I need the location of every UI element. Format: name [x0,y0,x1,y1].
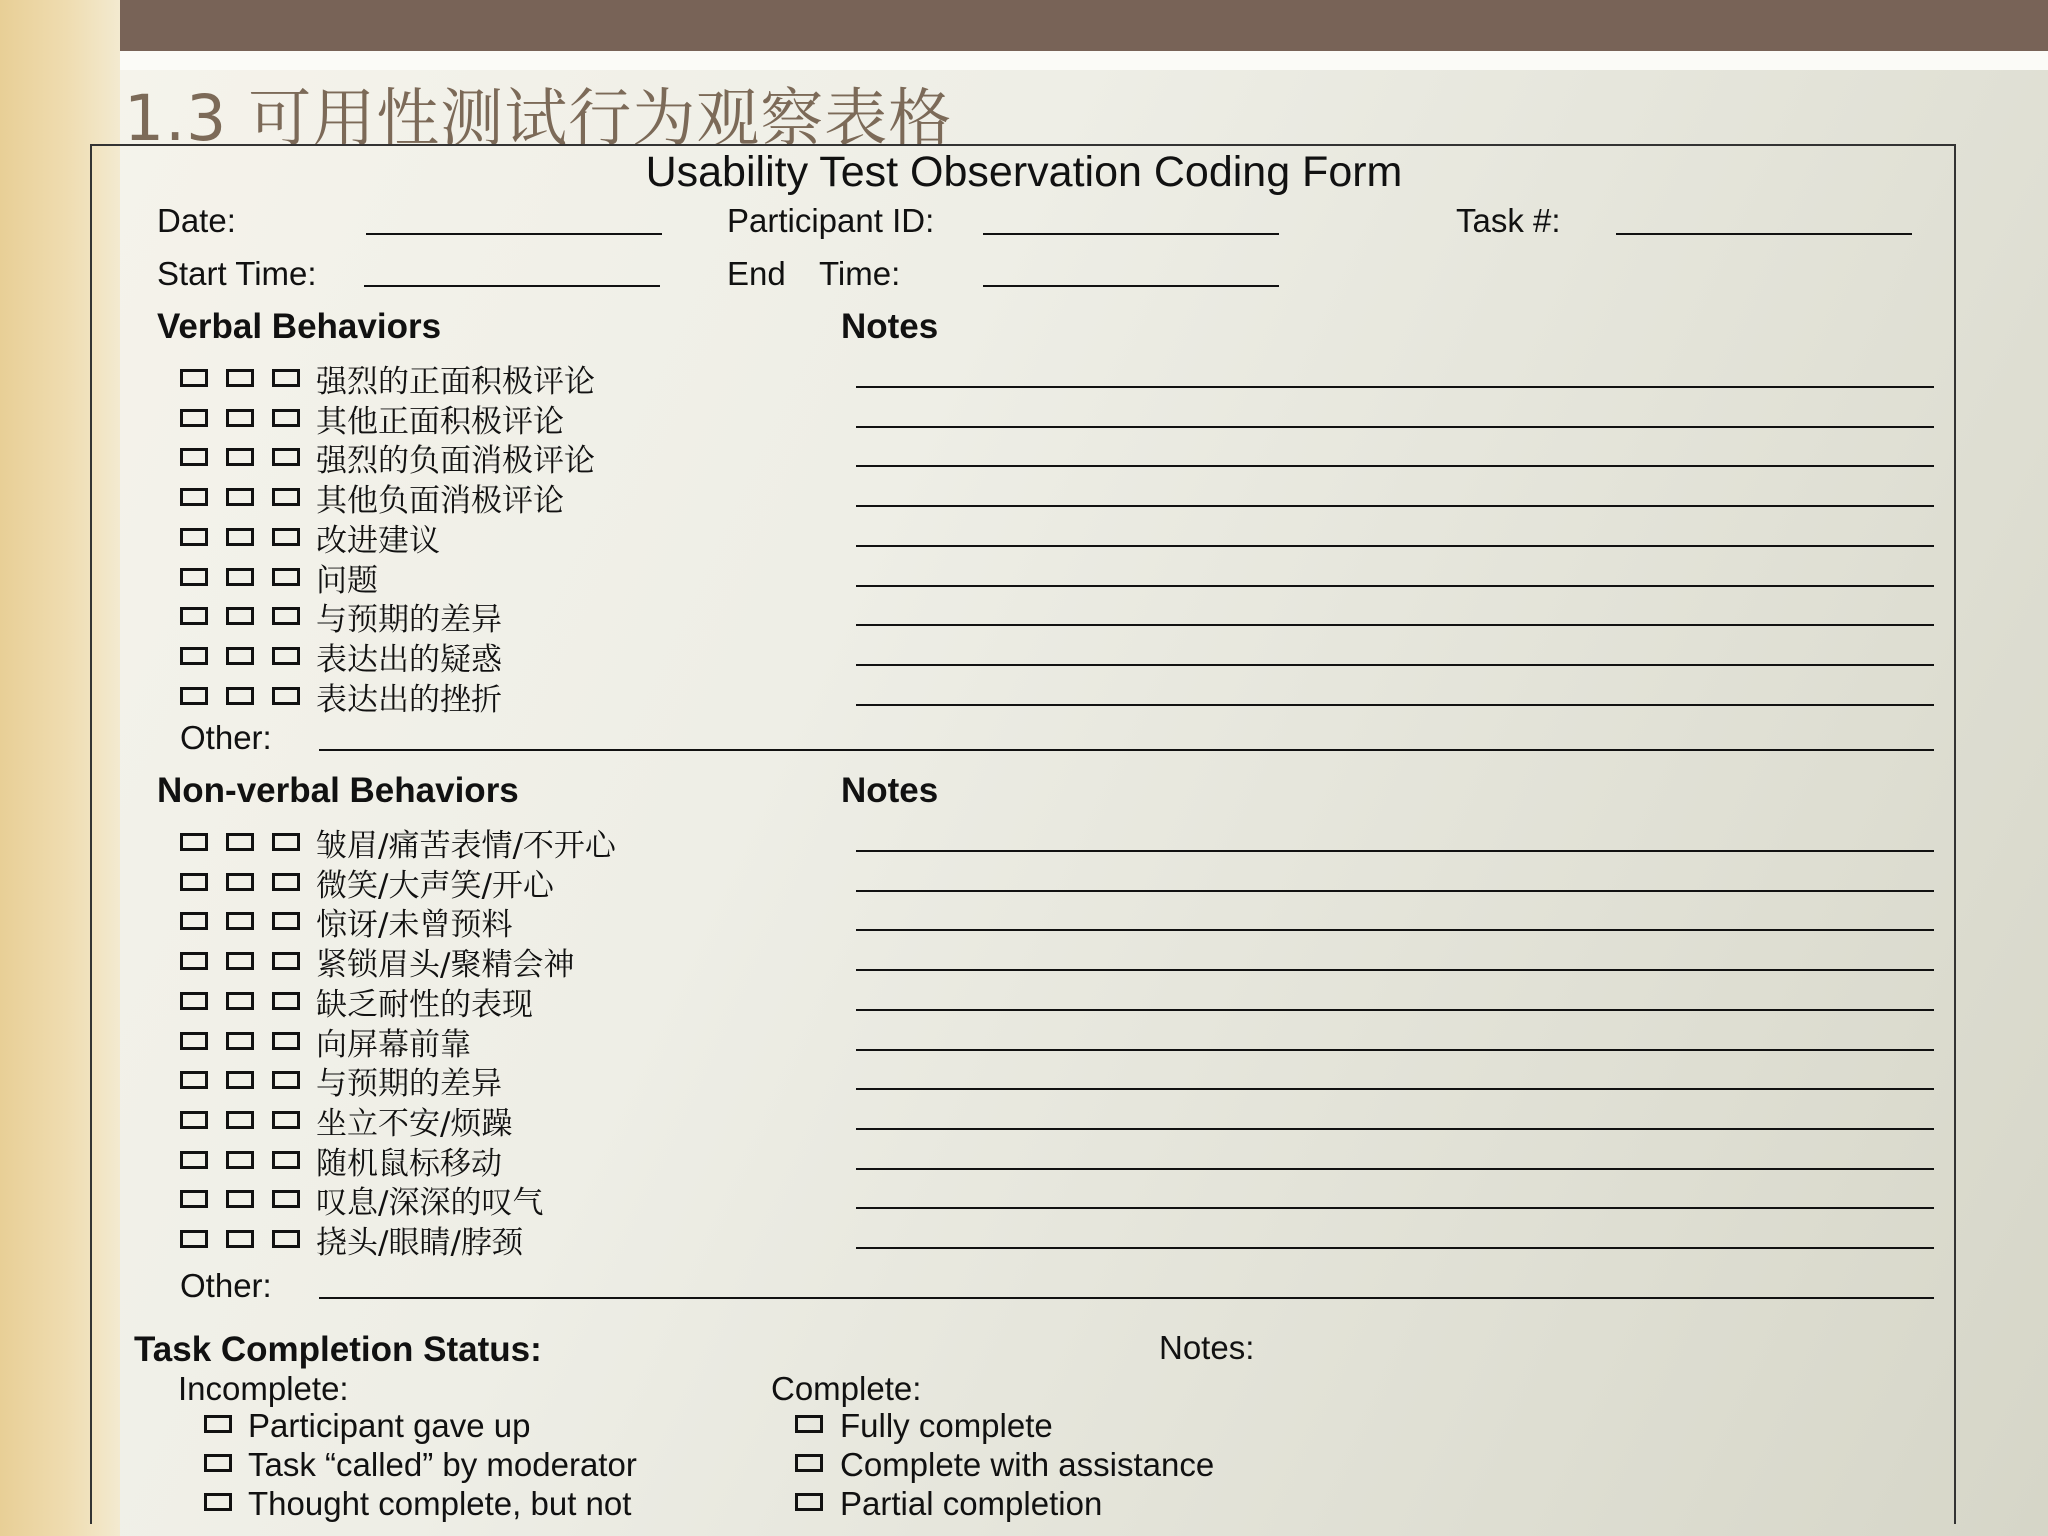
start-time-field[interactable] [364,285,660,287]
nonverbal-checkbox-2[interactable] [226,1111,254,1129]
nonverbal-notes-line[interactable] [856,1128,1934,1130]
verbal-other-label: Other: [180,719,272,756]
nonverbal-checkbox-2[interactable] [226,833,254,851]
verbal-notes-line[interactable] [856,465,1934,467]
verbal-checkbox-1[interactable] [180,448,208,466]
task-number-field[interactable] [1616,233,1912,235]
nonverbal-checkbox-1[interactable] [180,873,208,891]
verbal-other-field[interactable] [319,749,1934,751]
status-option-label: Thought complete, but not [248,1485,632,1522]
nonverbal-checkbox-2[interactable] [226,952,254,970]
verbal-notes-line[interactable] [856,426,1934,428]
start-time-label: Start Time: [157,255,317,292]
status-checkbox[interactable] [795,1415,823,1433]
verbal-checkbox-2[interactable] [226,409,254,427]
task-number-label: Task #: [1456,202,1561,239]
verbal-checkbox-1[interactable] [180,528,208,546]
nonverbal-checkbox-3[interactable] [272,1151,300,1169]
verbal-checkbox-3[interactable] [272,409,300,427]
status-checkbox[interactable] [204,1454,232,1472]
nonverbal-behavior-label: 挠头/眼睛/脖颈 [316,1225,523,1261]
nonverbal-checkbox-3[interactable] [272,1230,300,1248]
nonverbal-checkbox-1[interactable] [180,1111,208,1129]
verbal-behavior-label: 表达出的挫折 [316,681,502,718]
verbal-notes-line[interactable] [856,664,1934,666]
verbal-notes-line[interactable] [856,704,1934,706]
nonverbal-checkbox-3[interactable] [272,912,300,930]
verbal-checkbox-2[interactable] [226,568,254,586]
nonverbal-checkbox-3[interactable] [272,873,300,891]
status-option-label: Participant gave up [248,1407,531,1444]
task-completion-heading: Task Completion Status: [134,1330,542,1369]
nonverbal-other-field[interactable] [319,1297,1934,1299]
nonverbal-behavior-label: 向屏幕前靠 [316,1026,471,1063]
nonverbal-notes-line[interactable] [856,1207,1934,1209]
verbal-checkbox-2[interactable] [226,488,254,506]
status-option-label: Complete with assistance [840,1446,1215,1483]
nonverbal-checkbox-2[interactable] [226,912,254,930]
verbal-checkbox-1[interactable] [180,409,208,427]
verbal-notes-line[interactable] [856,545,1934,547]
nonverbal-checkbox-2[interactable] [226,992,254,1010]
status-option-label: Partial completion [840,1485,1103,1522]
nonverbal-checkbox-1[interactable] [180,1190,208,1208]
top-header-bar [120,0,2048,51]
verbal-checkbox-3[interactable] [272,448,300,466]
verbal-behavior-label: 强烈的正面积极评论 [316,364,595,400]
nonverbal-notes-heading: Notes [841,771,939,810]
verbal-behavior-label: 其他正面积极评论 [316,403,564,440]
status-checkbox[interactable] [204,1493,232,1511]
date-field[interactable] [366,233,662,235]
verbal-notes-line[interactable] [856,505,1934,507]
status-checkbox[interactable] [795,1454,823,1472]
nonverbal-notes-line[interactable] [856,890,1934,892]
slide-title: 1.3 可用性测试行为观察表格 [124,82,953,155]
verbal-checkbox-2[interactable] [226,687,254,705]
verbal-checkbox-1[interactable] [180,607,208,625]
verbal-behavior-label: 强烈的负面消极评论 [316,443,595,480]
nonverbal-notes-line[interactable] [856,850,1934,852]
verbal-checkbox-1[interactable] [180,488,208,506]
verbal-checkbox-1[interactable] [180,647,208,665]
nonverbal-checkbox-3[interactable] [272,1071,300,1089]
verbal-behavior-label: 改进建议 [316,522,440,559]
verbal-checkbox-3[interactable] [272,528,300,546]
nonverbal-checkbox-2[interactable] [226,873,254,891]
status-checkbox[interactable] [795,1493,823,1511]
status-option-label: Task “called” by moderator [248,1446,637,1483]
nonverbal-notes-line[interactable] [856,1247,1934,1249]
nonverbal-checkbox-3[interactable] [272,952,300,970]
nonverbal-behavior-label: 紧锁眉头/聚精会神 [316,947,575,984]
nonverbal-checkbox-1[interactable] [180,912,208,930]
verbal-behavior-label: 问题 [316,562,378,599]
end-label: End [727,255,786,292]
status-option-label: Fully complete [840,1407,1053,1444]
status-checkbox[interactable] [204,1415,232,1433]
date-label: Date: [157,202,236,239]
nonverbal-notes-line[interactable] [856,1049,1934,1051]
nonverbal-behavior-label: 坐立不安/烦躁 [316,1105,513,1142]
nonverbal-other-label: Other: [180,1267,272,1304]
verbal-checkbox-2[interactable] [226,647,254,665]
participant-id-field[interactable] [983,233,1279,235]
nonverbal-checkbox-2[interactable] [226,1071,254,1089]
verbal-checkbox-1[interactable] [180,568,208,586]
nonverbal-checkbox-1[interactable] [180,1151,208,1169]
verbal-behavior-label: 其他负面消极评论 [316,483,564,520]
verbal-checkbox-3[interactable] [272,369,300,387]
nonverbal-notes-line[interactable] [856,1009,1934,1011]
nonverbal-behavior-label: 叹息/深深的叹气 [316,1185,544,1222]
verbal-behaviors-heading: Verbal Behaviors [157,307,442,346]
nonverbal-behavior-label: 惊讶/未曾预料 [316,907,513,944]
verbal-notes-line[interactable] [856,585,1934,587]
nonverbal-checkbox-3[interactable] [272,1111,300,1129]
nonverbal-checkbox-2[interactable] [226,1151,254,1169]
form-title: Usability Test Observation Coding Form [645,148,1403,196]
nonverbal-notes-line[interactable] [856,929,1934,931]
nonverbal-checkbox-2[interactable] [226,1230,254,1248]
incomplete-label: Incomplete: [178,1370,349,1407]
nonverbal-behavior-label: 皱眉/痛苦表情/不开心 [316,828,616,864]
nonverbal-checkbox-3[interactable] [272,833,300,851]
verbal-checkbox-2[interactable] [226,607,254,625]
complete-label: Complete: [771,1370,922,1407]
nonverbal-behavior-label: 与预期的差异 [316,1066,502,1103]
verbal-checkbox-3[interactable] [272,687,300,705]
end-time-field[interactable] [983,285,1279,287]
nonverbal-notes-line[interactable] [856,1168,1934,1170]
verbal-checkbox-3[interactable] [272,488,300,506]
participant-id-label: Participant ID: [727,202,935,239]
verbal-checkbox-2[interactable] [226,528,254,546]
nonverbal-checkbox-3[interactable] [272,1032,300,1050]
nonverbal-behavior-label: 随机鼠标移动 [316,1145,502,1182]
verbal-notes-line[interactable] [856,386,1934,388]
verbal-notes-line[interactable] [856,624,1934,626]
nonverbal-checkbox-2[interactable] [226,1190,254,1208]
verbal-checkbox-2[interactable] [226,369,254,387]
nonverbal-checkbox-3[interactable] [272,1190,300,1208]
nonverbal-checkbox-1[interactable] [180,1230,208,1248]
verbal-checkbox-1[interactable] [180,369,208,387]
nonverbal-notes-line[interactable] [856,1088,1934,1090]
nonverbal-behaviors-heading: Non-verbal Behaviors [157,771,519,810]
verbal-behavior-label: 与预期的差异 [316,602,502,639]
nonverbal-checkbox-1[interactable] [180,833,208,851]
verbal-notes-heading: Notes [841,307,939,346]
status-notes-label: Notes: [1159,1329,1255,1366]
nonverbal-notes-line[interactable] [856,969,1934,971]
nonverbal-checkbox-2[interactable] [226,1032,254,1050]
nonverbal-checkbox-1[interactable] [180,1032,208,1050]
verbal-behavior-label: 表达出的疑惑 [316,641,502,678]
verbal-checkbox-3[interactable] [272,568,300,586]
nonverbal-checkbox-1[interactable] [180,992,208,1010]
verbal-checkbox-3[interactable] [272,607,300,625]
nonverbal-checkbox-3[interactable] [272,992,300,1010]
nonverbal-checkbox-1[interactable] [180,1071,208,1089]
end-time-label: Time: [819,255,901,292]
verbal-checkbox-1[interactable] [180,687,208,705]
nonverbal-checkbox-1[interactable] [180,952,208,970]
verbal-checkbox-2[interactable] [226,448,254,466]
nonverbal-behavior-label: 缺乏耐性的表现 [316,986,533,1023]
nonverbal-behavior-label: 微笑/大声笑/开心 [316,867,554,904]
verbal-checkbox-3[interactable] [272,647,300,665]
